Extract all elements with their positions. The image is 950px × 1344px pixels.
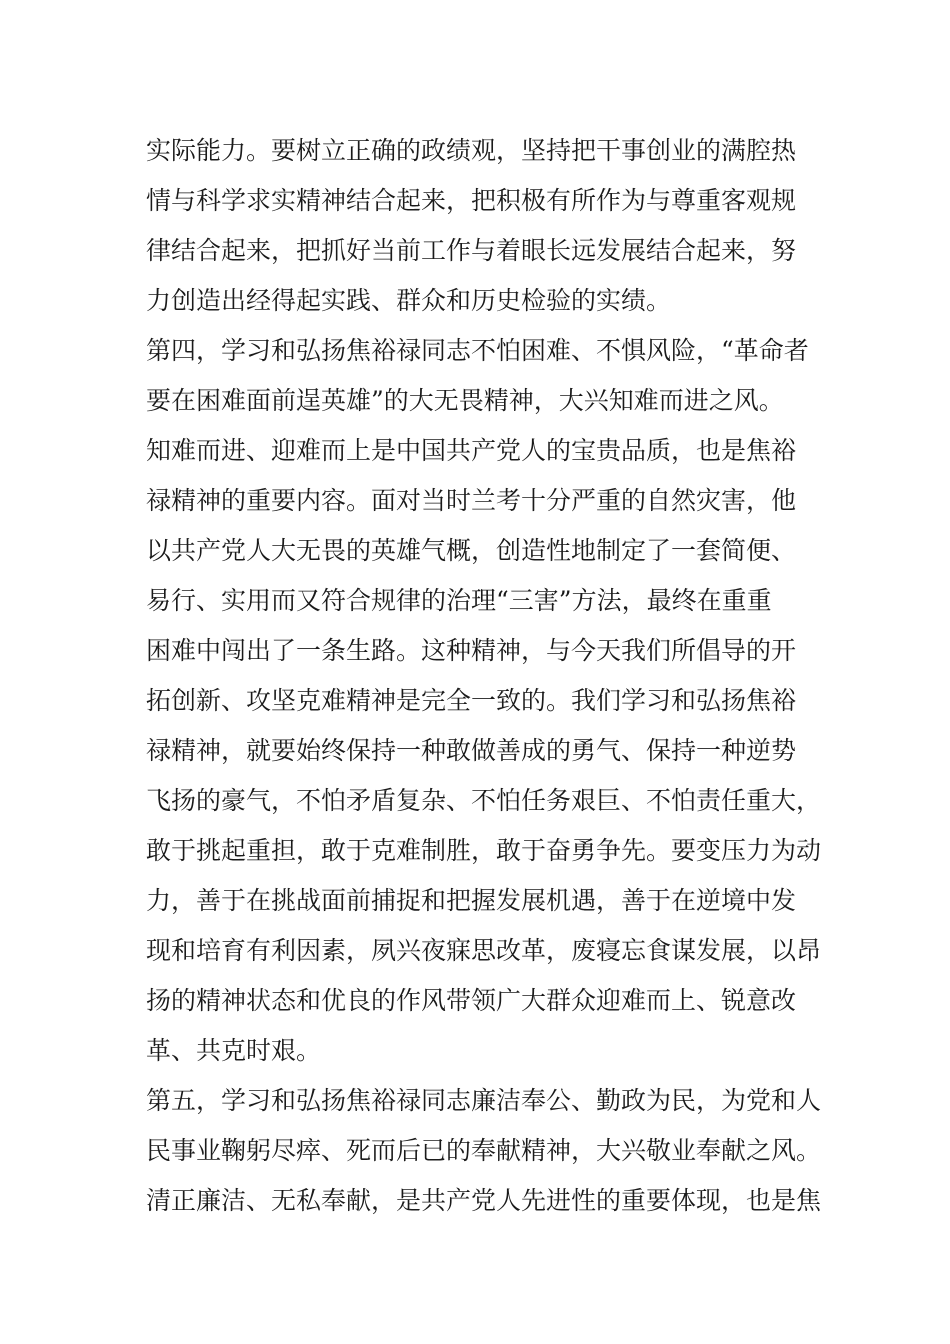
- text-line: 第五，学习和弘扬焦裕禄同志廉洁奉公、勤政为民，为党和人: [146, 1086, 822, 1115]
- text-line: 知难而进、迎难而上是中国共产党人的宝贵品质，也是焦裕: [146, 436, 797, 465]
- text-line: 力，善于在挑战面前捕捉和把握发展机遇，善于在逆境中发: [146, 886, 797, 915]
- text-line: 革、共克时艰。: [146, 1036, 322, 1065]
- text-line: 扬的精神状态和优良的作风带领广大群众迎难而上、锐意改: [146, 986, 797, 1015]
- text-line: 易行、实用而又符合规律的治理“三害”方法，最终在重重: [146, 586, 772, 615]
- text-line: 拓创新、攻坚克难精神是完全一致的。我们学习和弘扬焦裕: [146, 686, 797, 715]
- text-line: 现和培育有利因素，夙兴夜寐思改革，废寝忘食谋发展，以昂: [146, 936, 822, 965]
- text-line: 律结合起来，把抓好当前工作与着眼长远发展结合起来，努: [146, 236, 797, 265]
- text-line: 禄精神，就要始终保持一种敢做善成的勇气、保持一种逆势: [146, 736, 797, 765]
- text-line: 第四，学习和弘扬焦裕禄同志不怕困难、不惧风险，“革命者: [146, 336, 809, 365]
- text-line: 要在困难面前逞英雄”的大无畏精神，大兴知难而进之风。: [146, 386, 784, 415]
- text-line: 飞扬的豪气，不怕矛盾复杂、不怕任务艰巨、不怕责任重大，: [146, 786, 822, 815]
- text-line: 民事业鞠躬尽瘁、死而后已的奉献精神，大兴敬业奉献之风。: [146, 1136, 822, 1165]
- text-line: 力创造出经得起实践、群众和历史检验的实绩。: [146, 286, 672, 315]
- text-line: 清正廉洁、无私奉献，是共产党人先进性的重要体现，也是焦: [146, 1186, 822, 1215]
- text-line: 情与科学求实精神结合起来，把积极有所作为与尊重客观规: [146, 186, 797, 215]
- text-line: 敢于挑起重担，敢于克难制胜，敢于奋勇争先。要变压力为动: [146, 836, 822, 865]
- text-line: 实际能力。要树立正确的政绩观，坚持把干事创业的满腔热: [146, 136, 797, 165]
- text-line: 禄精神的重要内容。面对当时兰考十分严重的自然灾害，他: [146, 486, 797, 515]
- text-line: 困难中闯出了一条生路。这种精神，与今天我们所倡导的开: [146, 636, 797, 665]
- body-text: [146, 126, 822, 1226]
- text-line: 以共产党人大无畏的英雄气概，创造性地制定了一套简便、: [146, 536, 797, 565]
